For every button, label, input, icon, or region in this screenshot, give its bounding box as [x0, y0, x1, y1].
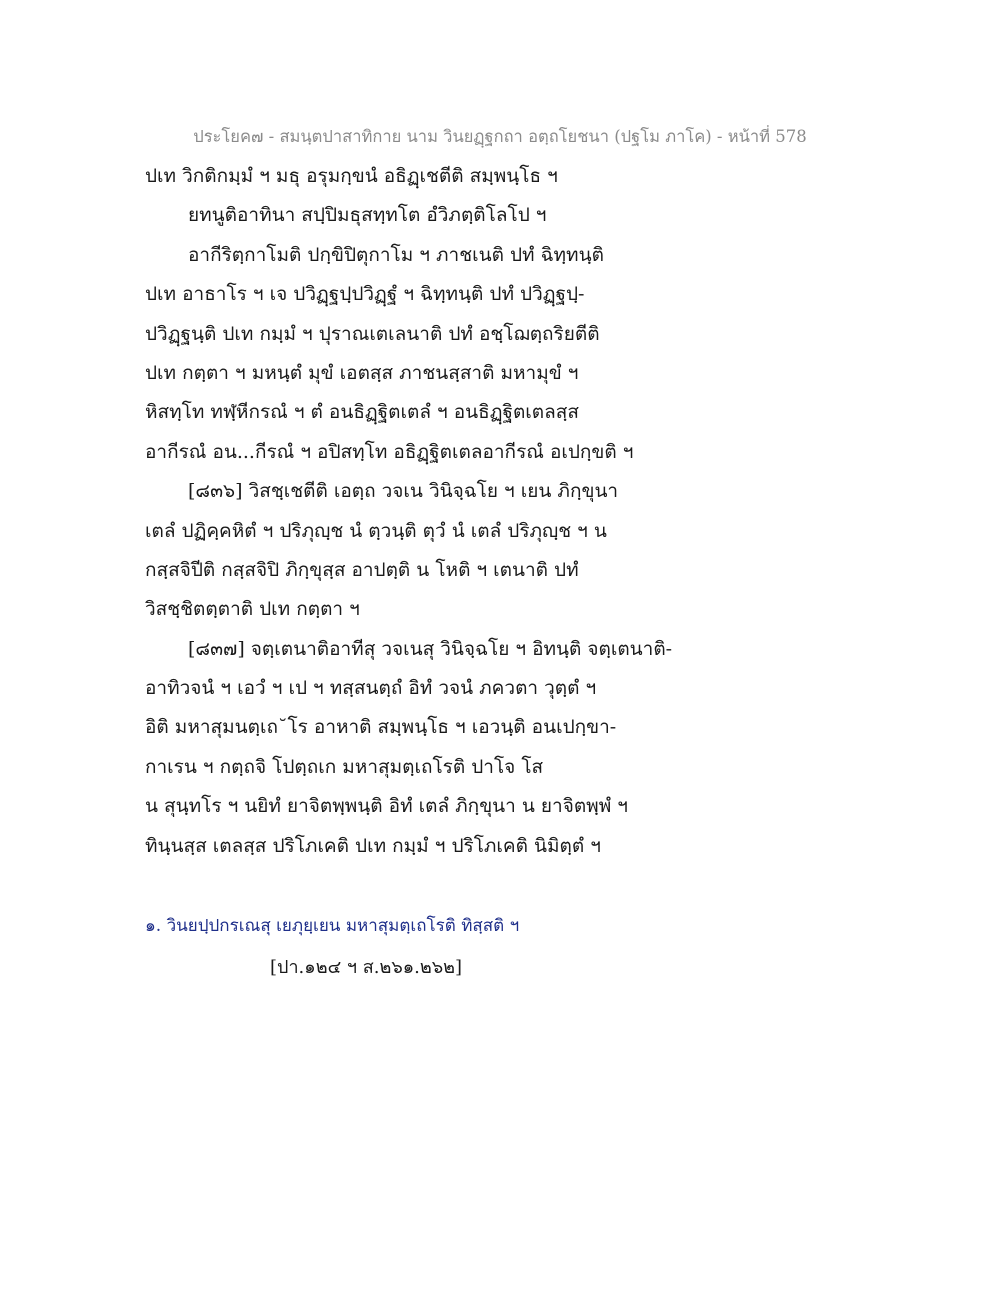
- text-line-8: อากีรณํ อน...กีรณํ ฯ อปิสทฺโท อธิฏฺฐิตเตลอากีรณํ อเปกฺขติ ฯ: [145, 440, 634, 463]
- body-text: [145, 157, 865, 866]
- text-line-1: ปเท วิกติกมฺมํ ฯ มธุ อรุมกฺขนํ อธิฏฺเชตีติ สมฺพนฺโธ ฯ: [145, 165, 558, 187]
- text-line-15: อิติ มหาสุมนตฺเถ˘โร อาหาติ สมฺพนฺโธ ฯ เอวนฺติ อนเปกฺขา-: [145, 716, 617, 739]
- text-line-17: น สุนฺทโร ฯ นยิทํ ยาจิตพฺพนฺติ อิทํ เตลํ ภิกฺขุนา น ยาจิตพฺพํ ฯ: [145, 795, 628, 818]
- text-line-14: อาทิวจนํ ฯ เอวํ ฯ เป ฯ ทสฺสนตฺถํ อิทํ วจนํ ภควตา วุตฺตํ ฯ: [145, 677, 597, 700]
- text-line-16: กาเรน ฯ กตฺถจิ โปตฺถเก มหาสุมตฺเถโรติ ปาโจ โส: [145, 755, 544, 778]
- text-line-2: ยทนูติอาทินา สปฺปิมธุสทฺทโต อํวิภตฺติโลโป ฯ: [188, 204, 547, 227]
- text-line-4: ปเท อาธาโร ฯ เจ ปวิฏฺฐปฺปวิฏฺฐํ ฯ ฉิทฺทนฺติ ปทํ ปวิฏฺฐปฺ-: [145, 283, 585, 306]
- footnote: ๑. วินยปฺปกรเณสุ เยภุยฺเยน มหาสุมตฺเถโรติ ทิสฺสติ ฯ: [145, 916, 520, 936]
- text-line-11: กสฺสจิปีติ กสฺสจิปิ ภิกฺขุสฺส อาปตฺติ น โหติ ฯ เตนาติ ปทํ: [145, 558, 579, 581]
- text-line-3: อากีริตฺกาโมติ ปกฺขิปิตุกาโม ฯ ภาชเนติ ปทํ ฉิทฺทนฺติ: [188, 243, 604, 266]
- text-line-12: วิสชฺชิตตฺตาติ ปเท กตฺตา ฯ: [145, 598, 360, 621]
- page-header: [0, 124, 1000, 150]
- text-line-10: เตลํ ปฏิคฺคหิตํ ฯ ปริภุญฺช นํ ตฺวนฺติ ตุวํ นํ เตลํ ปริภุญฺช ฯ น: [145, 519, 607, 542]
- text-line-6: ปเท กตฺตา ฯ มหนฺตํ มุขํ เอตสฺส ภาชนสฺสาติ มหามุขํ ฯ: [145, 361, 579, 384]
- page-reference: [ปา.๑๒๔ ฯ ส.๒๖๑.๒๖๒]: [270, 957, 463, 978]
- text-line-7: หิสทฺโท ทฬฺหีกรณํ ฯ ตํ อนธิฏฺฐิตเตลํ ฯ อนธิฏฺฐิตเตลสฺส: [145, 401, 579, 424]
- text-line-13: [๘๓๗] จตฺเตนาติอาทีสุ วจเนสุ วินิจฺฉโย ฯ อิทนฺติ จตฺเตนาติ-: [188, 637, 673, 660]
- text-line-9: [๘๓๖] วิสชฺเชตีติ เอตฺถ วจเน วินิจฺฉโย ฯ เยน ภิกฺขุนา: [188, 480, 619, 503]
- text-line-18: ทินฺนสฺส เตลสฺส ปริโภเคติ ปเท กมฺมํ ฯ ปริโภเคติ นิมิตฺตํ ฯ: [145, 834, 601, 857]
- text-line-5: ปวิฏฺฐนฺติ ปเท กมฺมํ ฯ ปุราณเตเลนาติ ปทํ อชฺโฌตฺถริยตีติ: [145, 322, 600, 345]
- page-header-text: ประโยค๗ - สมนฺตปาสาทิกาย นาม วินยฏฺฐกถา อตฺถโยชนา (ปฐโม ภาโค) - หน้าที่ 578: [193, 127, 807, 146]
